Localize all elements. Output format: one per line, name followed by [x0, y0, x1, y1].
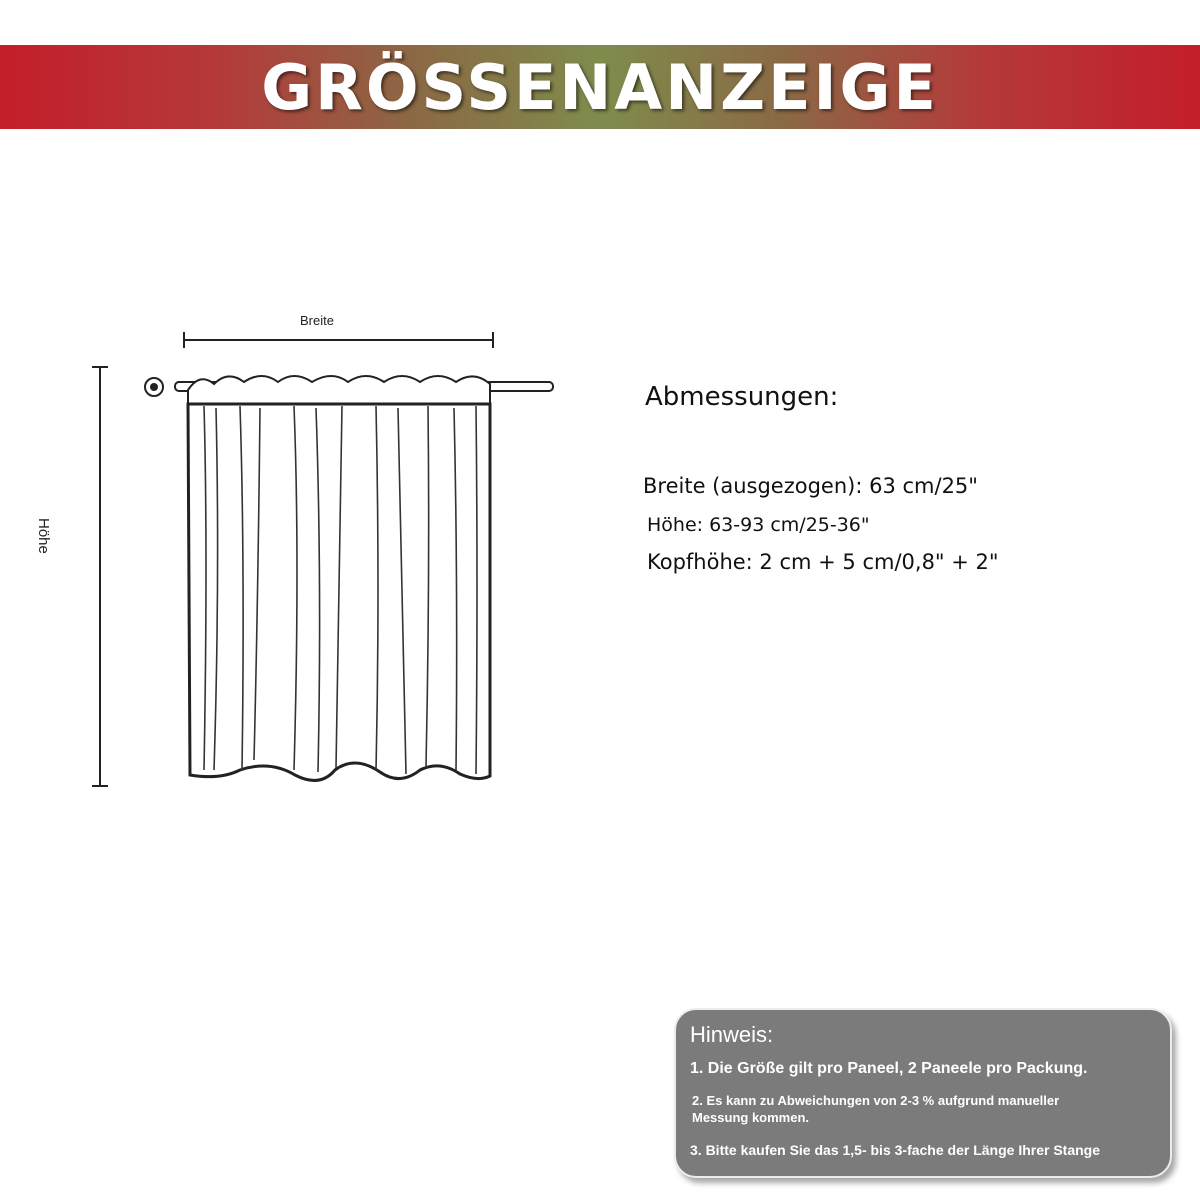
- dimensions-block: [643, 382, 999, 574]
- note-box: [674, 1008, 1172, 1178]
- note-item: 2. Es kann zu Abweichungen von 2-3 % aufgrund manueller Messung kommen.: [692, 1093, 1060, 1125]
- width-dimension-line: [184, 332, 493, 348]
- dimension-width: Breite (ausgezogen): 63 cm/25": [643, 474, 978, 498]
- curtain-illustration: [80, 300, 580, 800]
- note-item: 1. Die Größe gilt pro Paneel, 2 Paneele pro Packung.: [690, 1060, 1088, 1077]
- note-title: Hinweis:: [690, 1022, 774, 1047]
- dimension-header-height: Kopfhöhe: 2 cm + 5 cm/0,8" + 2": [647, 550, 999, 574]
- height-label: Höhe: [35, 518, 52, 554]
- dimensions-heading: Abmessungen:: [645, 382, 839, 412]
- curtain-drawing: [80, 300, 580, 800]
- title-banner: [0, 45, 1200, 129]
- page-title: GRÖSSENANZEIGE: [261, 50, 939, 124]
- dimension-height: Höhe: 63-93 cm/25-36": [647, 514, 870, 536]
- curtain-header: [188, 376, 490, 404]
- note-item: 3. Bitte kaufen Sie das 1,5- bis 3-fache der Länge Ihrer Stange: [690, 1142, 1101, 1158]
- height-dimension-line: [92, 367, 108, 786]
- width-label: Breite: [300, 313, 334, 328]
